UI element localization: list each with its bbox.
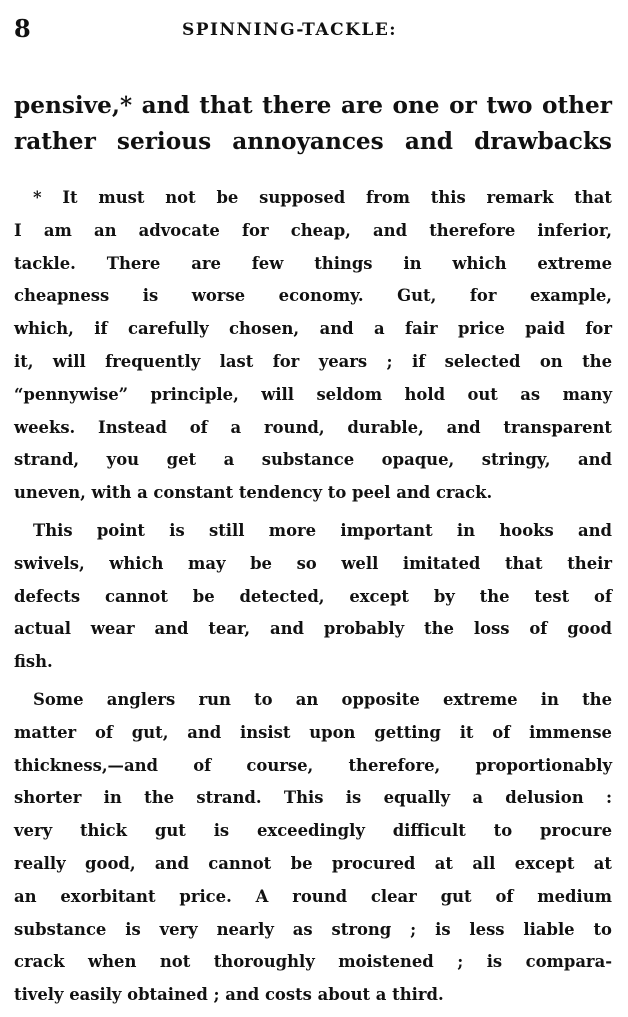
footnote-line: “pennywise” principle, will seldom hold out as many — [14, 384, 612, 404]
running-title: SPINNING-TACKLE: — [182, 20, 398, 40]
footnote-line: weeks. Instead of a round, durable, and transparent — [14, 417, 612, 437]
footnote-line: which, if carefully chosen, and a fair price paid for — [14, 319, 612, 339]
main-text-line: pensive,* and that there are one or two other — [14, 92, 612, 119]
footnote-line: it, will frequently last for years ; if selected on the — [14, 351, 612, 371]
footnote-line: really good, and cannot be procured at all except at — [14, 853, 612, 873]
footnote-line: fish. — [14, 652, 53, 672]
footnote-paragraph — [14, 515, 612, 679]
footnote-line: * It must not be supposed from this remark that — [33, 188, 612, 207]
footnote-line: I am an advocate for cheap, and therefore inferior, — [14, 220, 612, 240]
main-text — [14, 88, 612, 160]
running-head — [14, 14, 612, 44]
footnote — [14, 182, 612, 1012]
footnote-line: matter of gut, and insist upon getting it of immense — [14, 722, 612, 742]
footnote-line: cheapness is worse economy. Gut, for example, — [14, 286, 612, 306]
footnote-line: tively easily obtained ; and costs about a third. — [14, 985, 444, 1005]
book-page — [14, 14, 612, 1017]
footnote-line: defects cannot be detected, except by the test of — [14, 586, 612, 606]
footnote-line: tackle. There are few things in which extreme — [14, 253, 612, 273]
footnote-line: thickness,—and of course, therefore, proportionably — [14, 755, 612, 775]
footnote-line: substance is very nearly as strong ; is less liable to — [14, 919, 612, 939]
footnote-line: This point is still more important in hooks and — [33, 520, 612, 540]
footnote-line: swivels, which may be so well imitated that their — [14, 553, 612, 573]
footnote-line: uneven, with a constant tendency to peel and crack. — [14, 483, 493, 503]
footnote-line: an exorbitant price. A round clear gut of medium — [14, 886, 612, 906]
main-text-line: rather serious annoyances and drawbacks — [14, 128, 612, 155]
footnote-line: crack when not thoroughly moistened ; is compara- — [14, 952, 612, 972]
footnote-line: very thick gut is exceedingly difficult to procure — [14, 821, 612, 841]
footnote-line: actual wear and tear, and probably the loss of good — [14, 619, 612, 639]
page-number: 8 — [14, 14, 31, 43]
footnote-line: shorter in the strand. This is equally a delusion : — [14, 788, 612, 808]
footnote-paragraph — [14, 684, 612, 1012]
footnote-line: strand, you get a substance opaque, stringy, and — [14, 450, 612, 470]
footnote-paragraph — [14, 182, 612, 510]
footnote-line: Some anglers run to an opposite extreme in the — [33, 689, 612, 709]
